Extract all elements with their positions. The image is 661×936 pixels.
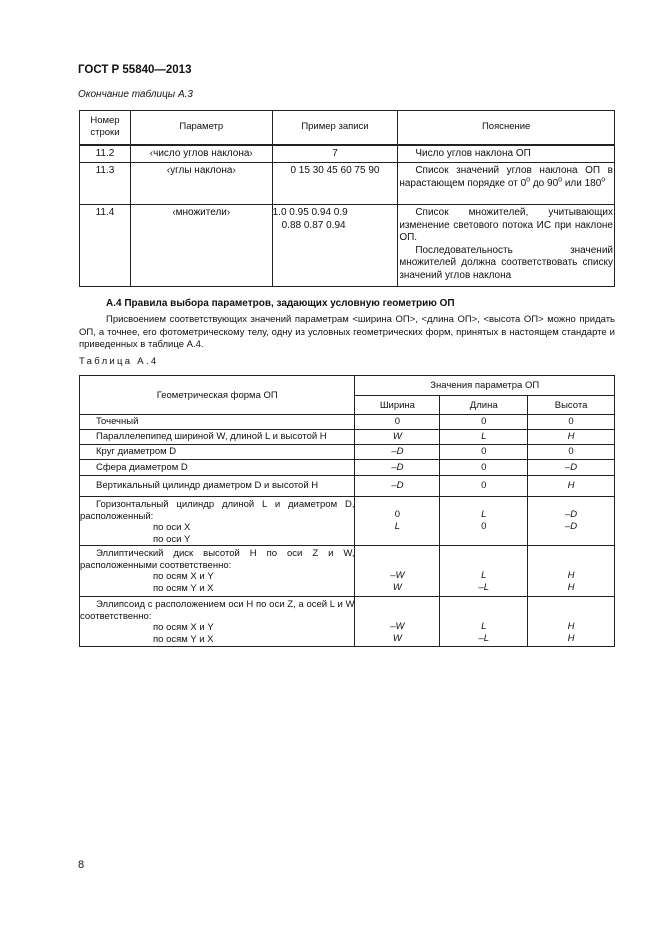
table-row — [80, 546, 615, 597]
expl-text-c: или 180 — [562, 177, 602, 189]
value-2: –D — [564, 520, 578, 532]
value-length: 0 — [440, 415, 528, 430]
value-1: L — [481, 509, 487, 520]
table-row — [80, 476, 615, 497]
header-values: Значения параметра ОП — [355, 376, 615, 396]
example-line2: 0.88 0.87 0.94 — [281, 219, 346, 231]
shape-sub-label: по оси X — [153, 522, 191, 533]
row-example: 7 — [272, 145, 398, 163]
value-height: H — [528, 430, 615, 445]
shape-label: Горизонтальный цилиндр длиной L и диаметром D, расположенный: — [80, 499, 355, 522]
row-parameter: ‹число углов наклона› — [130, 145, 272, 163]
header-width: Ширина — [355, 396, 440, 415]
value-2: H — [567, 581, 575, 593]
shape-label: Параллелепипед шириной W, длиной L и высотой H — [80, 430, 355, 445]
value-height: H — [528, 476, 615, 497]
value-length: 0 — [440, 476, 528, 497]
row-explanation: Число углов наклона ОП — [398, 145, 615, 163]
value-height: 0 — [528, 415, 615, 430]
value-height — [528, 546, 615, 597]
value-1: –W — [390, 570, 405, 581]
shape-sub-label: по осям Y и X — [153, 582, 214, 594]
table-row — [80, 445, 615, 460]
header-row-number — [80, 111, 131, 145]
table-a3 — [79, 110, 615, 287]
table-row — [80, 415, 615, 430]
header-height: Высота — [528, 396, 615, 415]
header-example: Пример записи — [272, 111, 398, 145]
degree-mark: о — [526, 176, 531, 184]
value-length — [440, 546, 528, 597]
row-example: 0 15 30 45 60 75 90 — [272, 163, 398, 205]
row-parameter: ‹множители› — [130, 205, 272, 287]
table-row — [80, 460, 615, 476]
shape-label-cell — [80, 497, 355, 546]
value-width: –D — [355, 445, 440, 460]
row-number: 11.2 — [80, 145, 131, 163]
page-number: 8 — [78, 859, 85, 871]
value-1: 0 — [394, 509, 401, 520]
row-number: 11.3 — [80, 163, 131, 205]
shape-label: Точечный — [80, 415, 355, 430]
value-height — [528, 597, 615, 647]
shape-label: Круг диаметром D — [80, 445, 355, 460]
value-length — [440, 497, 528, 546]
expl-paragraph1: Список множителей, учитывающих изменение светового потока ИС при наклоне ОП. — [399, 207, 613, 243]
value-height — [528, 497, 615, 546]
header-shape: Геометрическая форма ОП — [80, 376, 355, 415]
value-length: 0 — [440, 460, 528, 476]
table-row — [80, 497, 615, 546]
header-explanation: Пояснение — [398, 111, 615, 145]
table-a3-caption: Окончание таблицы А.3 — [78, 89, 193, 100]
header-parameter: Параметр — [130, 111, 272, 145]
row-explanation — [398, 205, 615, 287]
value-1: –D — [564, 509, 578, 520]
value-2: 0 — [481, 520, 487, 532]
value-1: H — [567, 621, 575, 632]
expl-text-a: Список значений углов наклона ОП в нарастающем порядке от 0 — [399, 165, 613, 189]
header-length: Длина — [440, 396, 528, 415]
table-a4-header-row1 — [80, 376, 615, 396]
value-width — [355, 597, 440, 647]
table-row — [80, 145, 615, 163]
degree-mark: о — [558, 176, 563, 184]
shape-label-cell — [80, 546, 355, 597]
shape-label: Эллипсоид с расположением оси H по оси Z, а осей L и W соответственно: — [80, 599, 355, 622]
shape-sub-label: по осям Y и X — [153, 633, 214, 645]
value-2: L — [394, 520, 401, 532]
value-2: –L — [478, 632, 489, 644]
expl-text-b: до 90 — [530, 177, 559, 189]
value-width: –D — [355, 476, 440, 497]
value-1: –W — [390, 621, 405, 632]
table-row — [80, 163, 615, 205]
value-width: W — [355, 430, 440, 445]
value-2: W — [392, 581, 402, 593]
document-header: ГОСТ Р 55840—2013 — [78, 64, 192, 76]
shape-sub-label: по оси Y — [153, 533, 191, 545]
header-num-line1: Номер — [90, 115, 120, 127]
table-a4-caption: Таблица А.4 — [79, 356, 159, 367]
row-explanation — [398, 163, 615, 205]
degree-mark: о — [601, 176, 606, 184]
value-width — [355, 497, 440, 546]
value-2: W — [392, 632, 402, 644]
expl-paragraph2: Последовательность значений множителей должна соответствовать списку значений углов наклона — [399, 244, 613, 281]
shape-label: Сфера диаметром D — [80, 460, 355, 476]
row-number: 11.4 — [80, 205, 131, 287]
shape-sub-label: по осям X и Y — [153, 571, 214, 582]
value-height: –D — [528, 460, 615, 476]
value-1: H — [567, 570, 575, 581]
value-2: H — [567, 632, 575, 644]
value-length — [440, 597, 528, 647]
example-line1: 1.0 0.95 0.94 0.9 — [272, 207, 348, 218]
value-length: L — [440, 430, 528, 445]
shape-label: Эллиптический диск высотой H по оси Z и W, расположенными соответственно: — [80, 548, 355, 571]
value-width: 0 — [355, 415, 440, 430]
table-row — [80, 597, 615, 647]
value-width — [355, 546, 440, 597]
section-a4-heading: А.4 Правила выбора параметров, задающих условную геометрию ОП — [106, 298, 455, 309]
shape-label: Вертикальный цилиндр диаметром D и высотой H — [80, 476, 355, 497]
table-a4 — [79, 375, 615, 647]
header-num-line2: строки — [90, 127, 120, 139]
table-row — [80, 205, 615, 287]
row-parameter: ‹углы наклона› — [130, 163, 272, 205]
table-row — [80, 430, 615, 445]
shape-label-cell — [80, 597, 355, 647]
value-width: –D — [355, 460, 440, 476]
shape-sub-label: по осям X и Y — [153, 622, 214, 633]
value-2: –L — [478, 581, 489, 593]
value-height: 0 — [528, 445, 615, 460]
value-length: 0 — [440, 445, 528, 460]
table-a3-header-row — [80, 111, 615, 145]
value-1: L — [481, 621, 487, 632]
row-example — [272, 205, 398, 287]
value-1: L — [481, 570, 487, 581]
section-a4-paragraph: Присвоением соответствующих значений параметрам <ширина ОП>, <длина ОП>, <высота ОП> можно придать ОП, а точнее, его фотометрическому телу, одну из условных геометрических форм, принятых в настоящем стандарте и приведенных в таблице А.4. — [79, 314, 615, 350]
